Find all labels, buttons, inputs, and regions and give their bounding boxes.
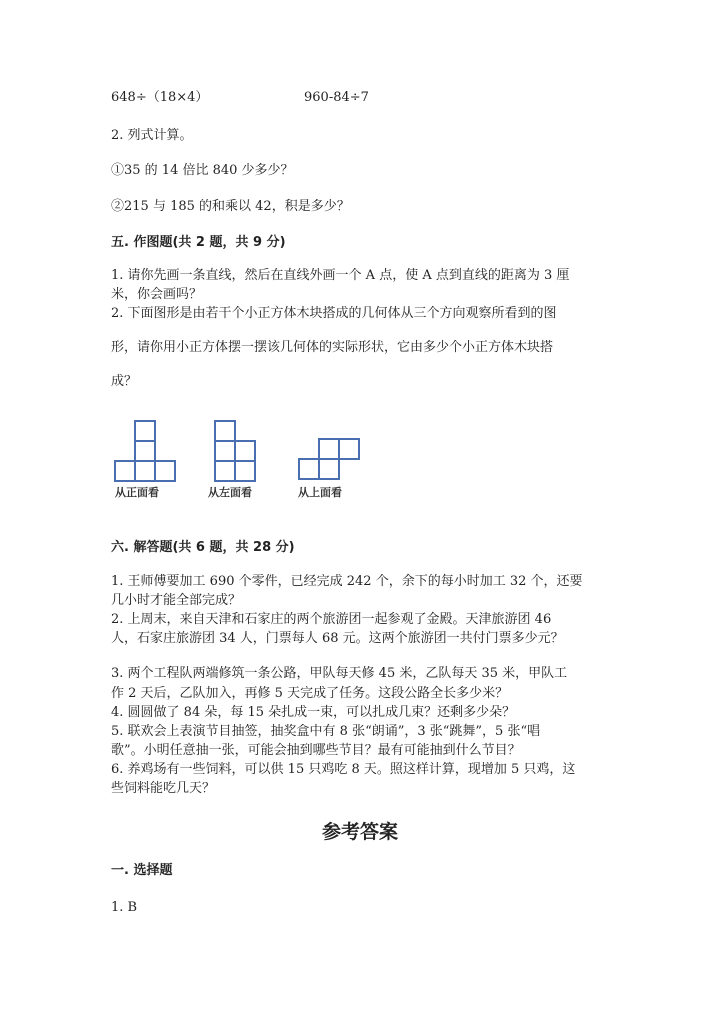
front-view-label: 从正面看 bbox=[115, 486, 159, 499]
s5-q2-line1: 2. 下面图形是由若干个小正方体木块搭成的几何体从三个方向观察所看到的图 bbox=[111, 306, 557, 321]
s6-line-8: 5. 联欢会上表演节目抽签，抽奖盒中有 8 张“朗诵”，3 张“跳舞”，5 张“唱 bbox=[111, 724, 541, 739]
q2-item-2: ②215 与 185 的和乘以 42，积是多少？ bbox=[111, 199, 350, 214]
s6-line-9: 歌”。小明任意抽一张，可能会抽到哪些节目？最有可能抽到什么节目？ bbox=[111, 743, 521, 758]
top-view-figure bbox=[298, 438, 360, 480]
s5-q2-line2: 形，请你用小正方体摆一摆该几何体的实际形状，它由多少个小正方体木块搭 bbox=[111, 340, 554, 355]
s6-line-2: 几小时才能全部完成？ bbox=[111, 593, 242, 608]
section5-heading: 五. 作图题(共 2 题，共 9 分) bbox=[111, 235, 286, 250]
s6-line-3: 2. 上周末，来自天津和石家庄的两个旅游团一起参观了金殿。天津旅游团 46 bbox=[111, 612, 552, 627]
left-view-figure bbox=[214, 420, 256, 482]
left-view-label: 从左面看 bbox=[208, 486, 252, 499]
s5-q2-line3: 成？ bbox=[111, 374, 138, 389]
s6-line-11: 些饲料能吃几天？ bbox=[111, 781, 216, 796]
s5-q1-line2: 米，你会画吗？ bbox=[111, 287, 203, 302]
calc-left: 648÷（18×4） bbox=[111, 90, 209, 105]
s6-line-7: 4. 圆圆做了 84 朵，每 15 朵扎成一束，可以扎成几束？还剩多少朵？ bbox=[111, 705, 516, 720]
s6-line-1: 1. 王师傅要加工 690 个零件，已经完成 242 个，余下的每小时加工 32 个，还要 bbox=[111, 574, 583, 589]
s6-line-5: 3. 两个工程队两端修筑一条公路，甲队每天修 45 米，乙队每天 35 米，甲队工 bbox=[111, 666, 568, 681]
front-view-figure bbox=[114, 420, 176, 482]
answer-1: 1. B bbox=[111, 900, 138, 915]
s5-q1-line1: 1. 请你先画一条直线，然后在直线外画一个 A 点，使 A 点到直线的距离为 3 厘 bbox=[111, 268, 570, 283]
s6-line-4: 人，石家庄旅游团 34 人，门票每人 68 元。这两个旅游团一共付门票多少元？ bbox=[111, 631, 564, 646]
answers-section1-heading: 一. 选择题 bbox=[111, 863, 173, 878]
top-view-label: 从上面看 bbox=[298, 486, 342, 499]
section6-heading: 六. 解答题(共 6 题，共 28 分) bbox=[111, 540, 295, 555]
q2-item-1: ①35 的 14 倍比 840 少多少？ bbox=[111, 163, 294, 178]
s6-line-10: 6. 养鸡场有一些饲料，可以供 15 只鸡吃 8 天。照这样计算，现增加 5 只鸡，这 bbox=[111, 762, 576, 777]
answers-title: 参考答案 bbox=[321, 821, 398, 843]
calc-right: 960-84÷7 bbox=[304, 90, 369, 105]
q2-title: 2. 列式计算。 bbox=[111, 128, 193, 143]
s6-line-6: 作 2 天后，乙队加入，再修 5 天完成了任务。这段公路全长多少米？ bbox=[111, 686, 509, 701]
